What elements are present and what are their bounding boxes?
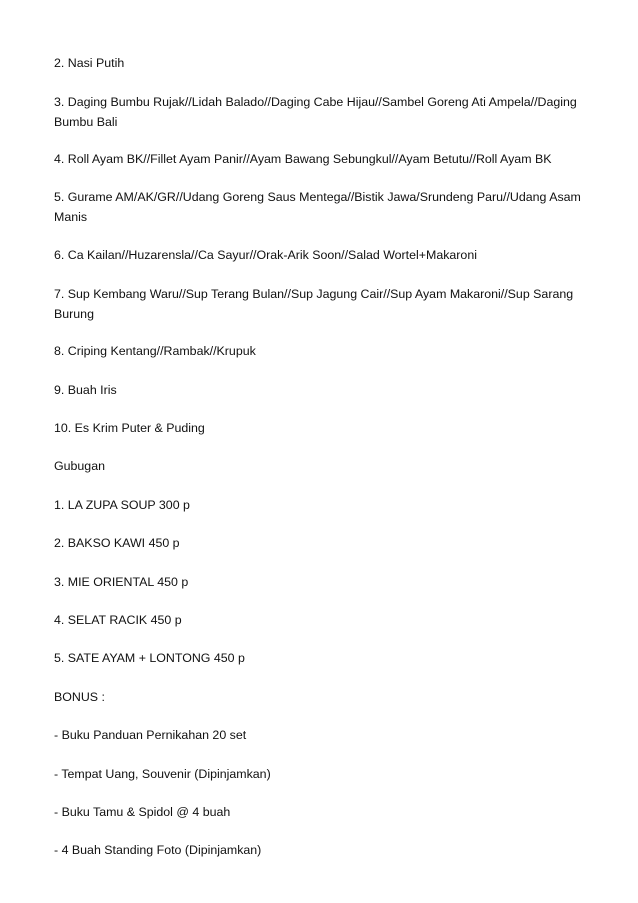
- menu-item-nasi-putih: 2. Nasi Putih: [54, 56, 125, 70]
- menu-item-daging: 3. Daging Bumbu Rujak//Lidah Balado//Daging Cabe Hijau//Sambel Goreng Ati Ampela//Daging Bumbu Bali: [54, 95, 577, 129]
- menu-item-ikan-udang: 5. Gurame AM/AK/GR//Udang Goreng Saus Mentega//Bistik Jawa/Srundeng Paru//Udang Asam Manis: [54, 190, 581, 224]
- bonus-item-buku-tamu: - Buku Tamu & Spidol @ 4 buah: [54, 805, 231, 819]
- gubugan-item-bakso: 2. BAKSO KAWI 450 p: [54, 536, 180, 550]
- gubugan-item-sate: 5. SATE AYAM + LONTONG 450 p: [54, 651, 245, 665]
- gubugan-heading: Gubugan: [54, 459, 105, 473]
- menu-item-buah: 9. Buah Iris: [54, 383, 117, 397]
- gubugan-item-selat: 4. SELAT RACIK 450 p: [54, 613, 182, 627]
- menu-item-sayur: 6. Ca Kailan//Huzarensla//Ca Sayur//Orak-Arik Soon//Salad Wortel+Makaroni: [54, 248, 477, 262]
- bonus-item-standing-foto: - 4 Buah Standing Foto (Dipinjamkan): [54, 843, 262, 857]
- menu-item-kerupuk: 8. Criping Kentang//Rambak//Krupuk: [54, 344, 256, 358]
- menu-item-ayam: 4. Roll Ayam BK//Fillet Ayam Panir//Ayam Bawang Sebungkul//Ayam Betutu//Roll Ayam BK: [54, 152, 552, 166]
- bonus-item-buku-panduan: - Buku Panduan Pernikahan 20 set: [54, 728, 247, 742]
- gubugan-item-zupa-soup: 1. LA ZUPA SOUP 300 p: [54, 498, 190, 512]
- gubugan-item-mie: 3. MIE ORIENTAL 450 p: [54, 575, 189, 589]
- bonus-heading: BONUS :: [54, 690, 105, 704]
- bonus-item-tempat-uang: - Tempat Uang, Souvenir (Dipinjamkan): [54, 767, 271, 781]
- menu-item-sup: 7. Sup Kembang Waru//Sup Terang Bulan//Sup Jagung Cair//Sup Ayam Makaroni//Sup Sarang Burung: [54, 287, 574, 321]
- menu-item-dessert: 10. Es Krim Puter & Puding: [54, 421, 205, 435]
